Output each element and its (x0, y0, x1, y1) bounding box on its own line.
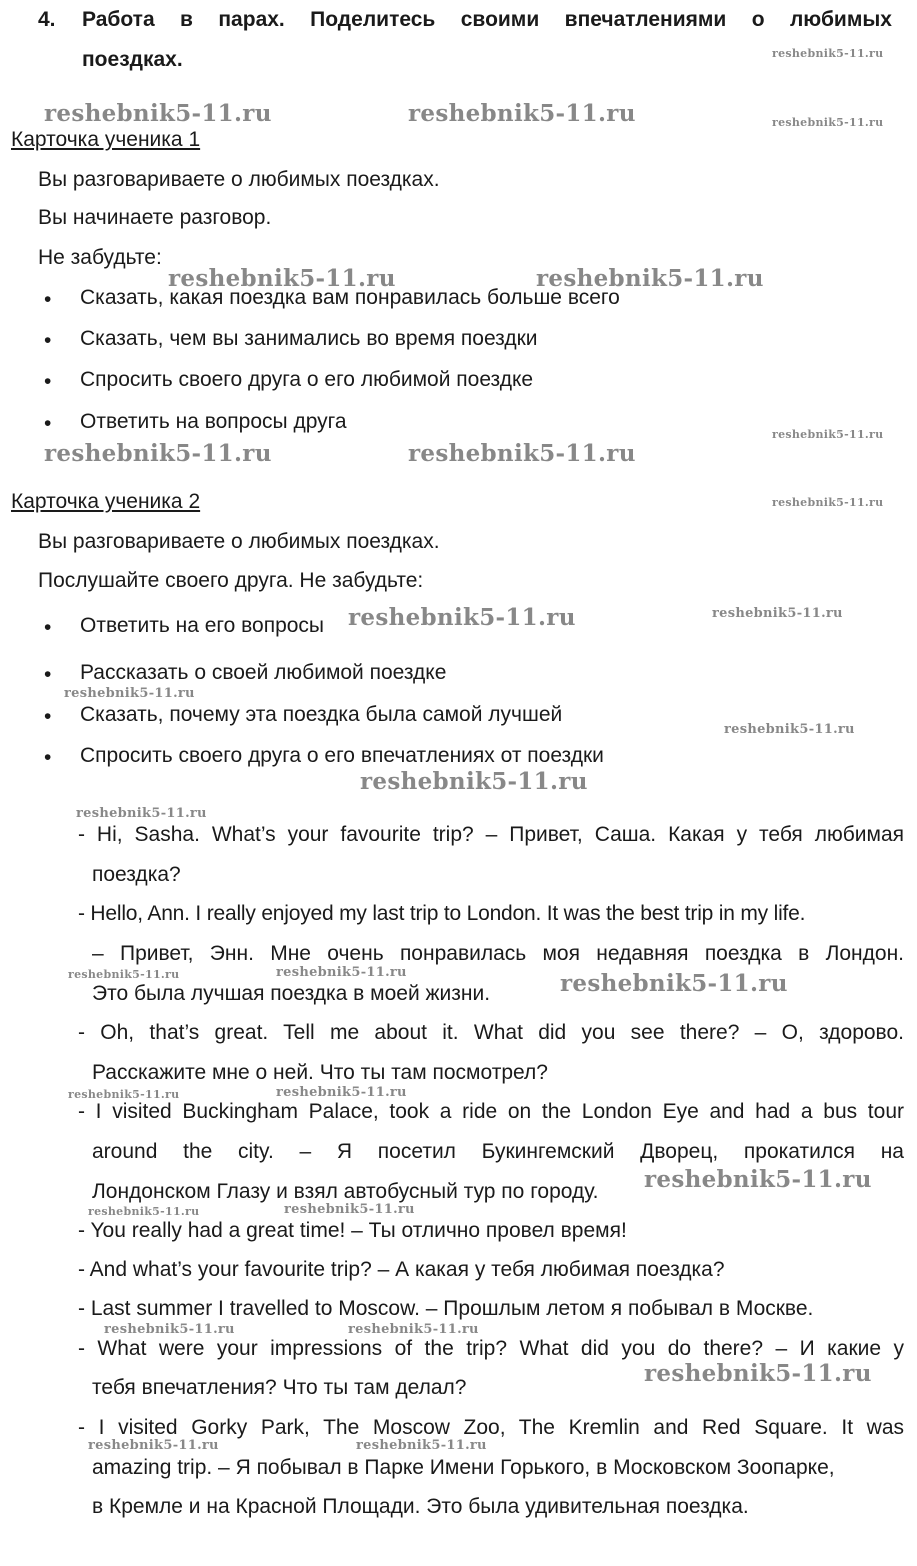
card-1-bullet: Спросить своего друга о его любимой поездке (80, 368, 534, 391)
card-2-title: Карточка ученика 2 (11, 490, 201, 513)
dialogue-line: - You really had a great time! – Ты отлично провел время! (78, 1219, 627, 1242)
watermark: reshebnik5-11.ru (356, 1438, 487, 1453)
card-2-line: Послушайте своего друга. Не забудьте: (38, 569, 424, 592)
watermark: reshebnik5-11.ru (360, 768, 588, 795)
dialogue-line: - And what’s your favourite trip? – А какая у тебя любимая поездка? (78, 1258, 725, 1281)
watermark: reshebnik5-11.ru (408, 100, 636, 127)
dialogue-line: - Oh, that’s great. Tell me about it. What did you see there? – О, здорово. (78, 1021, 904, 1044)
watermark: reshebnik5-11.ru (276, 965, 407, 980)
watermark: reshebnik5-11.ru (88, 1205, 200, 1218)
watermark: reshebnik5-11.ru (104, 1322, 235, 1337)
bullet-dot: • (44, 412, 52, 435)
card-2-bullet: Ответить на его вопросы (80, 614, 325, 637)
watermark: reshebnik5-11.ru (88, 1438, 219, 1453)
card-1-line: Не забудьте: (38, 246, 162, 269)
watermark: reshebnik5-11.ru (772, 428, 884, 441)
watermark: reshebnik5-11.ru (64, 686, 195, 701)
watermark: reshebnik5-11.ru (284, 1202, 415, 1217)
dialogue-line: - Last summer I travelled to Moscow. – Прошлым летом я побывал в Москве. (78, 1297, 814, 1320)
card-2-bullet: Сказать, почему эта поездка была самой лучшей (80, 703, 563, 726)
bullet-dot: • (44, 329, 52, 352)
bullet-dot: • (44, 616, 52, 639)
watermark: reshebnik5-11.ru (44, 440, 272, 467)
dialogue-line: – Привет, Энн. Мне очень понравилась моя недавняя поездка в Лондон. (92, 942, 904, 965)
watermark: reshebnik5-11.ru (44, 100, 272, 127)
watermark: reshebnik5-11.ru (772, 116, 884, 129)
dialogue-line: тебя впечатления? Что ты там делал? (92, 1376, 467, 1399)
card-1-bullet: Сказать, какая поездка вам понравилась больше всего (80, 286, 620, 309)
watermark: reshebnik5-11.ru (348, 604, 576, 631)
bullet-dot: • (44, 370, 52, 393)
watermark: reshebnik5-11.ru (68, 968, 180, 981)
bullet-dot: • (44, 663, 52, 686)
watermark: reshebnik5-11.ru (76, 806, 207, 821)
watermark: reshebnik5-11.ru (772, 496, 884, 509)
dialogue-line: - Hi, Sasha. What’s your favourite trip? – Привет, Саша. Какая у тебя любимая (78, 823, 904, 846)
card-1-line: Вы разговариваете о любимых поездках. (38, 168, 440, 191)
bullet-dot: • (44, 288, 52, 311)
watermark: reshebnik5-11.ru (276, 1085, 407, 1100)
dialogue-line: - What were your impressions of the trip? What did you do there? – И какие у (78, 1337, 904, 1360)
task-title-line-2: поездках. (82, 48, 183, 71)
dialogue-line: Расскажите мне о ней. Что ты там посмотрел? (92, 1061, 548, 1084)
watermark: reshebnik5-11.ru (772, 47, 884, 60)
dialogue-line: - Hello, Ann. I really enjoyed my last trip to London. It was the best trip in my life. (78, 902, 806, 925)
card-2-line: Вы разговариваете о любимых поездках. (38, 530, 440, 553)
dialogue-line: - I visited Gorky Park, The Moscow Zoo, The Kremlin and Red Square. It was (78, 1416, 904, 1439)
bullet-dot: • (44, 746, 52, 769)
dialogue-line: amazing trip. – Я побывал в Парке Имени Горького, в Московском Зоопарке, (92, 1456, 835, 1479)
card-2-bullet: Спросить своего друга о его впечатлениях от поездки (80, 744, 604, 767)
dialogue-line: Это была лучшая поездка в моей жизни. (92, 982, 491, 1005)
dialogue-line: around the city. – Я посетил Букингемский Дворец, прокатился на (92, 1140, 904, 1163)
task-number: 4. (38, 8, 56, 31)
watermark: reshebnik5-11.ru (724, 722, 855, 737)
watermark: reshebnik5-11.ru (348, 1322, 479, 1337)
card-1-line: Вы начинаете разговор. (38, 206, 272, 229)
watermark: reshebnik5-11.ru (712, 606, 843, 621)
task-title-line-1: Работа в парах. Поделитесь своими впечатлениями о любимых (82, 8, 892, 31)
dialogue-line: - I visited Buckingham Palace, took a ride on the London Eye and had a bus tour (78, 1100, 904, 1123)
card-1-bullet: Сказать, чем вы занимались во время поездки (80, 327, 538, 350)
card-1-bullet: Ответить на вопросы друга (80, 410, 347, 433)
watermark: reshebnik5-11.ru (168, 265, 396, 292)
watermark: reshebnik5-11.ru (408, 440, 636, 467)
watermark: reshebnik5-11.ru (644, 1166, 872, 1193)
dialogue-line: в Кремле и на Красной Площади. Это была удивительная поездка. (92, 1495, 749, 1518)
dialogue-line: Лондонском Глазу и взял автобусный тур по городу. (92, 1180, 599, 1203)
watermark: reshebnik5-11.ru (644, 1360, 872, 1387)
card-2-bullet: Рассказать о своей любимой поездке (80, 661, 447, 684)
watermark: reshebnik5-11.ru (536, 265, 764, 292)
watermark: reshebnik5-11.ru (560, 970, 788, 997)
watermark: reshebnik5-11.ru (68, 1088, 180, 1101)
dialogue-line: поездка? (92, 863, 181, 886)
card-1-title: Карточка ученика 1 (11, 128, 201, 151)
bullet-dot: • (44, 705, 52, 728)
